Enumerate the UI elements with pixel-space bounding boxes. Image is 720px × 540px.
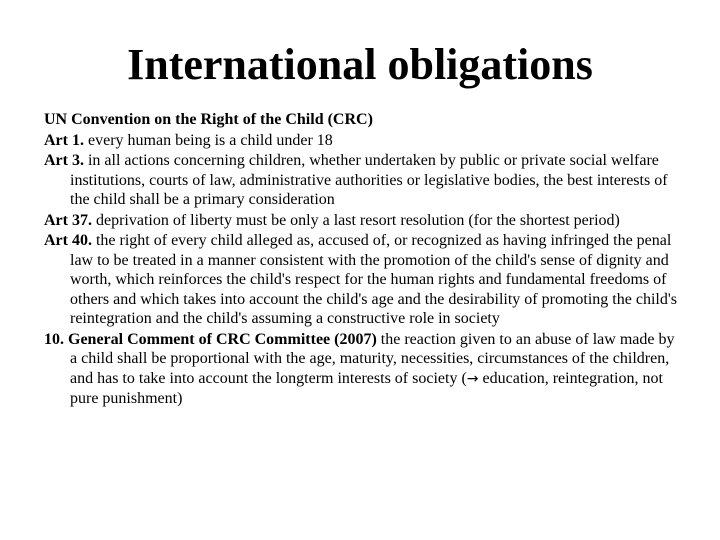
crc-heading: UN Convention on the Right of the Child (CRC) [44,111,373,128]
article-1-text: every human being is a child under 18 [83,131,333,149]
article-37-label: Art 37. [44,211,92,229]
article-40-text: the right of every child alleged as, accused of, or recognized as having infringed the penal law to be treated in a manner consistent with the promotion of the child's sense of dignity and worth, which reinforces the child's respect for the human rights and fundamental freedoms of others and which takes into account the child's age and the desirability of promoting the child's reintegration and the child's assuming a constructive role in society [70,232,677,327]
right-arrow-icon: → [466,370,479,387]
article-3-item [44,151,684,210]
article-37-item [44,211,684,231]
article-1-label: Art 1. [44,131,84,149]
general-comment-label: 10. General Comment of CRC Committee (2007) [44,330,377,348]
general-comment-item [44,330,684,409]
article-37-text: deprivation of liberty must be only a last resort resolution (for the shortest period) [91,211,620,229]
article-40-item [44,231,684,329]
general-comment-text-before: the reaction given to an abuse of law made by a child shall be proportional with the age, maturity, necessities, circumstances of the children, and has to take into account the longterm interests of society ( [70,330,675,387]
slide-body [44,110,684,410]
article-40-label: Art 40. [44,232,92,249]
slide-title: International obligations [127,40,593,89]
article-3-label: Art 3. [44,152,84,169]
article-3-text: in all actions concerning children, whether undertaken by public or private social welfare institutions, courts of law, administrative authorities or legislative bodies, the best interests of the child shall be a primary consideration [70,152,668,208]
general-comment-text-after: education, reintegration, not pure punishment) [70,369,663,407]
article-1-item [44,131,684,151]
